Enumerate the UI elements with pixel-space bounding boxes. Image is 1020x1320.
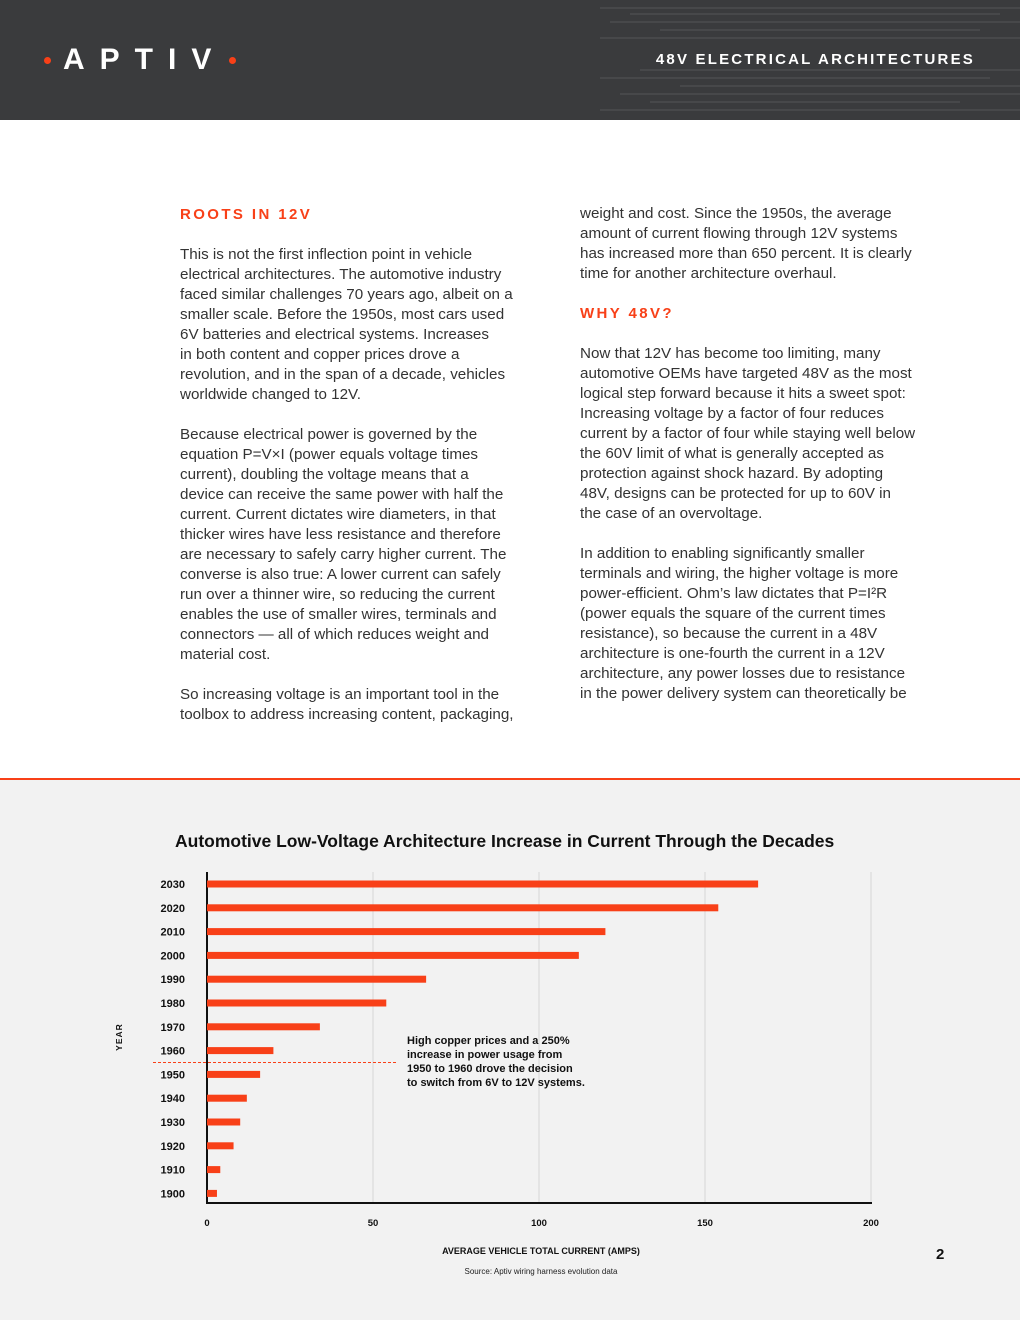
y-tick-label: 1960 <box>160 1045 185 1058</box>
source-note: Source: Aptiv wiring harness evolution data <box>464 1267 618 1276</box>
bar <box>207 976 426 983</box>
paragraph: Because electrical power is governed by the equation P=V×I (power equals voltage times current), doubling the voltage means that a device can receive the same power with half the current. Current dictates wire diameters, in that thicker wires have less resistance and therefore are necessary to safely carry higher current. The converse is also true: A lower current can safely run over a thinner wire, so reducing the current enables the use of smaller wires, terminals and connectors — all of which reduces weight and material cost. <box>180 426 507 663</box>
section-heading-why-48v: WHY 48V? <box>580 305 674 322</box>
y-tick-label: 1980 <box>160 998 185 1010</box>
bar <box>207 1000 386 1007</box>
y-tick-label: 1940 <box>160 1093 185 1106</box>
page-header <box>0 0 1020 120</box>
x-tick-label: 200 <box>863 1218 879 1229</box>
x-tick-label: 0 <box>204 1218 210 1229</box>
bar <box>207 928 605 935</box>
bar <box>207 1023 320 1030</box>
paragraph: Now that 12V has become too limiting, many automotive OEMs have targeted 48V as the most logical step forward because it hits a sweet spot: Increasing voltage by a factor of four reduces current by a factor of four while staying well below the 60V limit of what is generally accepted as protection against shock hazard. By adopting 48V, designs can be protected for up to 60V in the case of an overvoltage. <box>580 345 916 522</box>
chart-title: Automotive Low-Voltage Architecture Increase in Current Through the Decades <box>175 831 835 851</box>
bar <box>207 1190 217 1197</box>
bar <box>207 1047 273 1054</box>
annotation-line: to switch from 6V to 12V systems. <box>407 1077 585 1089</box>
bar <box>207 881 758 888</box>
bar <box>207 1095 247 1102</box>
annotation-line: High copper prices and a 250% <box>407 1035 570 1047</box>
paragraph: This is not the first inflection point in vehicle electrical architectures. The automotive industry faced similar challenges 70 years ago, albeit on a smaller scale. Before the 1950s, most cars used 6V batteries and electrical systems. Increases in both content and copper prices drove a revolution, and in the span of a decade, vehicles worldwide changed to 12V. <box>180 246 513 403</box>
bar <box>207 904 718 911</box>
y-tick-label: 1990 <box>160 974 185 987</box>
aptiv-logo <box>44 42 236 78</box>
x-tick-label: 150 <box>697 1218 713 1229</box>
x-axis-label: AVERAGE VEHICLE TOTAL CURRENT (AMPS) <box>442 1246 640 1256</box>
annotation-line: increase in power usage from <box>407 1049 563 1061</box>
y-tick-label: 1900 <box>160 1188 185 1201</box>
y-tick-label: 1950 <box>160 1069 185 1082</box>
logo-dot-right <box>229 57 236 64</box>
bar <box>207 952 579 959</box>
left-column <box>180 204 550 725</box>
logo-dot-left <box>44 57 51 64</box>
paragraph: In addition to enabling significantly smaller terminals and wiring, the higher voltage is more power-efficient. Ohm’s law dictates that P=I²R (power equals the square of the current times resistance), so because the current in a 48V architecture is one-fourth the current in a 12V architecture, any power losses due to resistance in the power delivery system can theoretically be <box>580 545 907 702</box>
paragraph: So increasing voltage is an important tool in the toolbox to address increasing content, packaging, <box>180 686 514 723</box>
paragraph-continuation: weight and cost. Since the 1950s, the average amount of current flowing through 12V systems has increased more than 650 percent. It is clearly time for another architecture overhaul. <box>580 205 912 282</box>
y-tick-label: 1920 <box>160 1140 185 1153</box>
section-heading-roots: ROOTS IN 12V <box>180 206 313 223</box>
annotation-line: 1950 to 1960 drove the decision <box>407 1063 573 1075</box>
document-title: 48V ELECTRICAL ARCHITECTURES <box>655 51 975 68</box>
annotation-text <box>407 1035 585 1089</box>
bar <box>207 1166 220 1173</box>
y-tick-label: 2020 <box>160 902 185 915</box>
page-number: 2 <box>936 1246 945 1263</box>
bar <box>207 1142 234 1149</box>
y-axis-label: YEAR <box>114 1023 124 1051</box>
y-tick-label: 1910 <box>160 1164 185 1177</box>
y-tick-label: 2030 <box>160 879 185 891</box>
x-tick-label: 100 <box>531 1218 547 1229</box>
y-tick-label: 2000 <box>160 950 185 963</box>
x-tick-label: 50 <box>367 1218 379 1229</box>
y-tick-label: 2010 <box>160 926 185 939</box>
bar <box>207 1071 260 1078</box>
bar <box>207 1119 240 1126</box>
right-column <box>580 204 950 704</box>
y-tick-label: 1930 <box>160 1117 185 1129</box>
bar-chart <box>0 860 1020 1320</box>
y-tick-label: 1970 <box>160 1021 185 1034</box>
logo-text: APTIV <box>63 43 227 76</box>
